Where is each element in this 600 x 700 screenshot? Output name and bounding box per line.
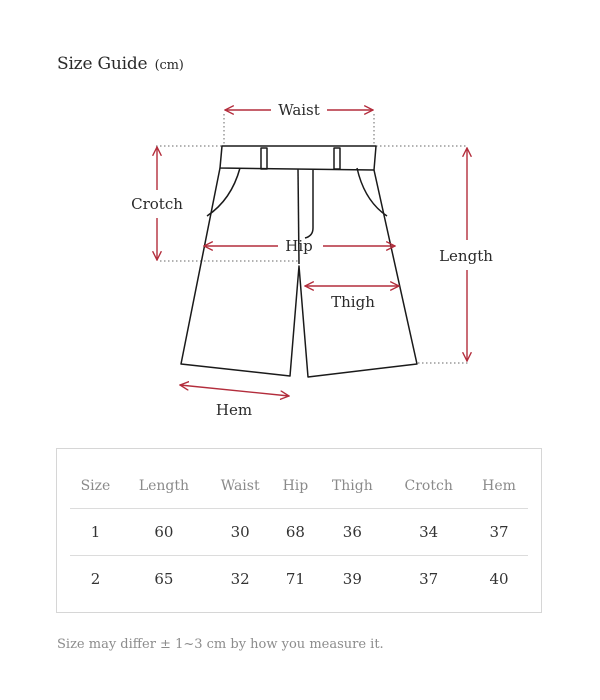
thigh-label: Thigh	[331, 293, 375, 311]
table-cell: 39	[317, 556, 387, 603]
table-cell: 32	[207, 556, 273, 603]
column-header: Crotch	[404, 477, 453, 494]
length-label: Length	[439, 247, 493, 265]
size-table	[70, 463, 528, 602]
table-cell: 71	[273, 556, 317, 603]
column-header: Waist	[220, 477, 260, 494]
title-unit: (cm)	[154, 58, 184, 73]
column-header: Length	[138, 477, 190, 494]
table-cell: 40	[470, 556, 528, 603]
table-cell: 36	[317, 509, 387, 556]
table-cell: 30	[207, 509, 273, 556]
table-cell: 34	[387, 509, 470, 556]
table-row	[70, 509, 528, 556]
size-table-container	[56, 448, 542, 613]
crotch-label: Crotch	[131, 195, 183, 213]
column-header: Hip	[282, 477, 309, 494]
column-header: Hem	[482, 477, 516, 494]
table-cell: 37	[387, 556, 470, 603]
hip-label: Hip	[285, 237, 313, 255]
column-header: Size	[80, 477, 111, 494]
hem-arrow	[180, 385, 289, 396]
table-cell: 2	[70, 556, 121, 603]
table-cell: 37	[470, 509, 528, 556]
table-cell: 68	[273, 509, 317, 556]
title-text: Size Guide	[57, 54, 148, 74]
waist-label: Waist	[278, 101, 320, 119]
table-row	[70, 556, 528, 603]
column-header: Thigh	[331, 477, 373, 494]
table-cell: 1	[70, 509, 121, 556]
table-cell: 60	[121, 509, 207, 556]
hem-label: Hem	[215, 401, 253, 419]
table-cell: 65	[121, 556, 207, 603]
measurement-note: Size may differ ± 1~3 cm by how you measure it.	[57, 637, 384, 652]
table-header-row	[70, 463, 528, 509]
